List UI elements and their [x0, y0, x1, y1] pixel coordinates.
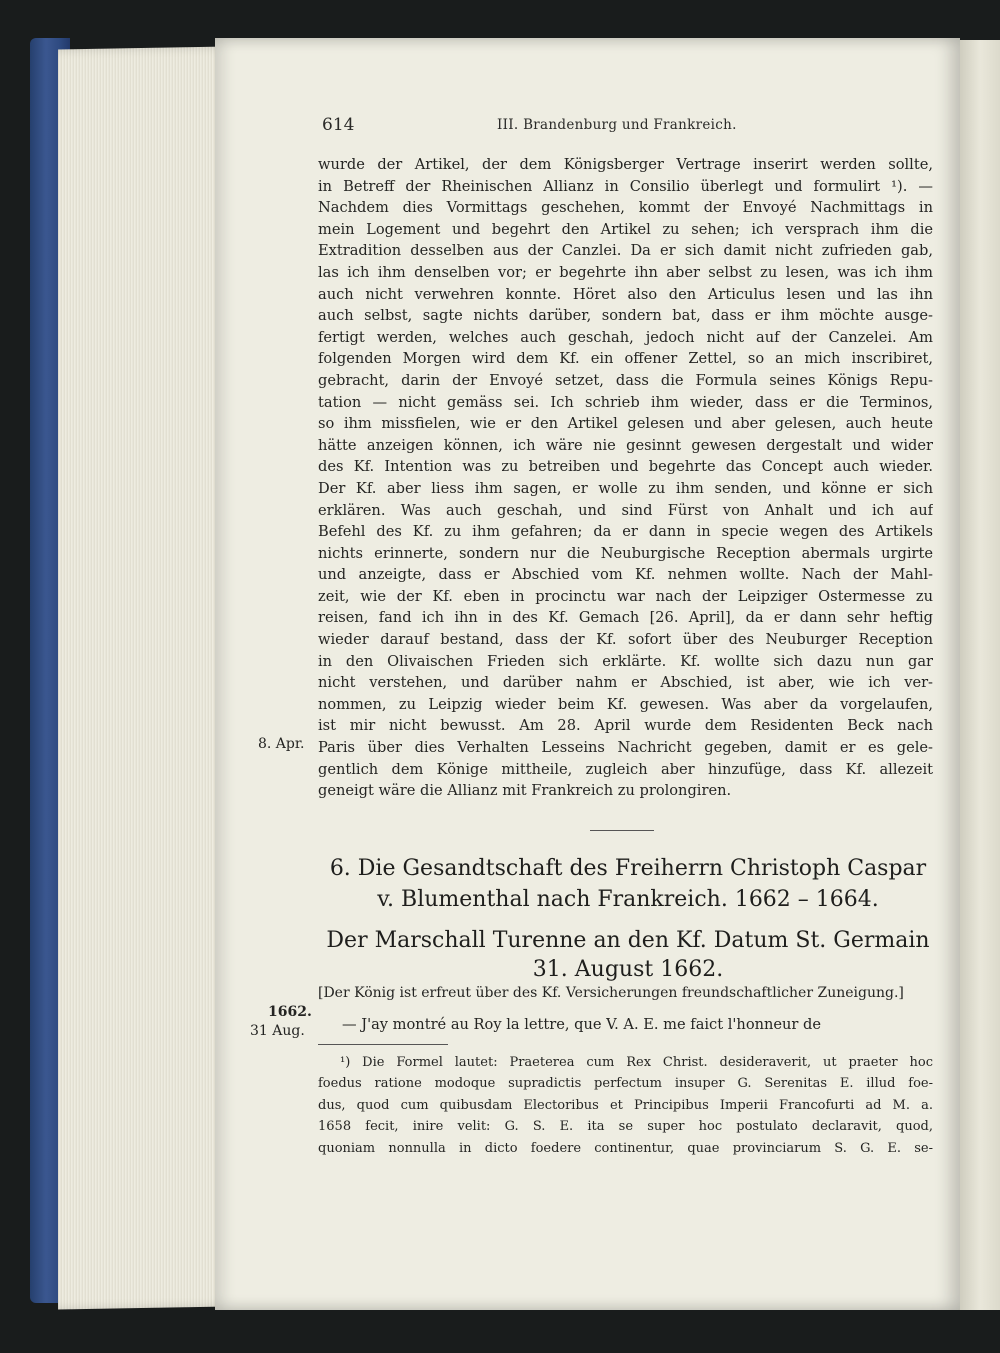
text-line: auch selbst, sagte nichts darüber, sondern bat, dass er ihm möchte ausge- — [318, 307, 933, 325]
footnote-line: quoniam nonnulla in dicto foedere continentur, quae provinciarum S. G. E. se- — [318, 1140, 933, 1156]
section-heading-line2: v. Blumenthal nach Frankreich. 1662 – 1664. — [377, 887, 879, 912]
main-text — [318, 154, 933, 802]
footnote-line: dus, quod cum quibusdam Electoribus et Principibus Imperii Francofurti ad M. a. — [318, 1097, 933, 1113]
letter-heading-line2: 31. August 1662. — [532, 957, 724, 982]
text-line: und anzeigte, dass er Abschied vom Kf. nehmen wollte. Nach der Mahl- — [318, 566, 933, 584]
running-title: III. Brandenburg und Frankreich. — [497, 117, 737, 133]
text-line: fertigt werden, welches auch geschah, jedoch nicht auf der Canzelei. Am — [318, 328, 933, 346]
text-line: in den Olivaischen Frieden sich erklärte. Kf. wollte sich dazu nun gar — [318, 652, 933, 670]
text-line: tation — nicht gemäss sei. Ich schrieb ihm wieder, dass er die Terminos, — [318, 393, 933, 411]
text-line: nommen, zu Leipzig wieder beim Kf. gewesen. Was aber da vorgelaufen, — [318, 695, 933, 713]
text-line: mein Logement und begehrt den Artikel zu sehen; ich versprach ihm die — [318, 220, 933, 238]
text-line: Extradition desselben aus der Canzlei. Da er sich damit nicht zufrieden gab, — [318, 242, 933, 260]
text-line: reisen, fand ich ihn in des Kf. Gemach [26. April], da er dann sehr heftig — [318, 609, 933, 627]
text-line: nichts erinnerte, sondern nur die Neuburgische Reception abermals urgirte — [318, 544, 933, 562]
next-page-edge — [960, 40, 1000, 1310]
text-line: so ihm missfielen, wie er den Artikel gelesen und aber gelesen, auch heute — [318, 415, 933, 433]
footnote-line: foedus ratione modoque supradictis perfectum insuper G. Serenitas E. illud foe- — [318, 1076, 933, 1092]
text-line: des Kf. Intention was zu betreiben und begehrte das Concept auch wieder. — [318, 458, 933, 476]
margin-date-apr: 8. Apr. — [258, 736, 305, 752]
text-line: geneigt wäre die Allianz mit Frankreich zu prolongiren. — [318, 782, 732, 800]
section-heading-line1: 6. Die Gesandtschaft des Freiherrn Christoph Caspar — [329, 856, 927, 881]
text-line: Nachdem dies Vormittags geschehen, kommt der Envoyé Nachmittags in — [318, 199, 933, 217]
text-line: ist mir nicht bewusst. Am 28. April wurde dem Residenten Beck nach — [318, 717, 933, 735]
letter-heading-line1: Der Marschall Turenne an den Kf. Datum St. Germain — [326, 928, 930, 953]
footnote-rule — [318, 1044, 448, 1045]
text-line: las ich ihm denselben vor; er begehrte ihn aber selbst zu lesen, was ich ihm — [318, 263, 933, 281]
text-line: in Betreff der Rheinischen Allianz in Consilio überlegt und formulirt ¹). — — [318, 177, 933, 195]
footnote-line: 1658 fecit, inire velit: G. S. E. ita se super hoc postulato declaravit, quod, — [318, 1119, 933, 1135]
margin-year: 1662. — [268, 1004, 312, 1020]
text-line: gebracht, darin der Envoyé setzet, dass die Formula seines Königs Repu- — [318, 371, 933, 389]
text-line: erklären. Was auch geschah, und sind Fürst von Anhalt und ich auf — [318, 501, 933, 519]
text-line: auch nicht verwehren konnte. Höret also den Articulus lesen und las ihn — [318, 285, 933, 303]
text-line: Befehl des Kf. zu ihm gefahren; da er dann in specie wegen des Artikels — [318, 523, 933, 541]
footnote-line: ¹) Die Formel lautet: Praeterea cum Rex Christ. desideraverit, ut praeter hoc — [340, 1055, 933, 1070]
section-divider — [590, 830, 654, 831]
text-line: wurde der Artikel, der dem Königsberger Vertrage inserirt werden sollte, — [318, 156, 933, 173]
text-line: nicht verstehen, und darüber nahm er Abschied, ist aber, wie ich ver- — [318, 674, 933, 692]
text-line: folgenden Morgen wird dem Kf. ein offener Zettel, so an mich inscribiret, — [318, 350, 933, 368]
letter-summary: [Der König ist erfreut über des Kf. Versicherungen freundschaftlicher Zuneigung.] — [318, 985, 904, 1001]
text-line: wieder darauf bestand, dass der Kf. sofort über des Neuburger Reception — [318, 631, 933, 649]
text-line: Der Kf. aber liess ihm sagen, er wolle zu ihm senden, und könne er sich — [318, 479, 933, 497]
text-line: Paris über dies Verhalten Lesseins Nachricht gegeben, damit er es gele- — [318, 739, 933, 757]
text-line: zeit, wie der Kf. eben in procinctu war nach der Leipziger Ostermesse zu — [318, 587, 933, 605]
text-line: gentlich dem Könige mittheile, zugleich aber hinzufüge, dass Kf. allezeit — [318, 760, 933, 778]
letter-opening: — J'ay montré au Roy la lettre, que V. A. E. me faict l'honneur de — [342, 1016, 822, 1033]
margin-date-aug: 31 Aug. — [250, 1023, 305, 1039]
footnote — [318, 1052, 933, 1159]
page-number: 614 — [322, 115, 355, 135]
text-line: hätte anzeigen können, ich wäre nie gesinnt gewesen dergestalt und wider — [318, 436, 933, 454]
page-edges — [58, 47, 228, 1310]
